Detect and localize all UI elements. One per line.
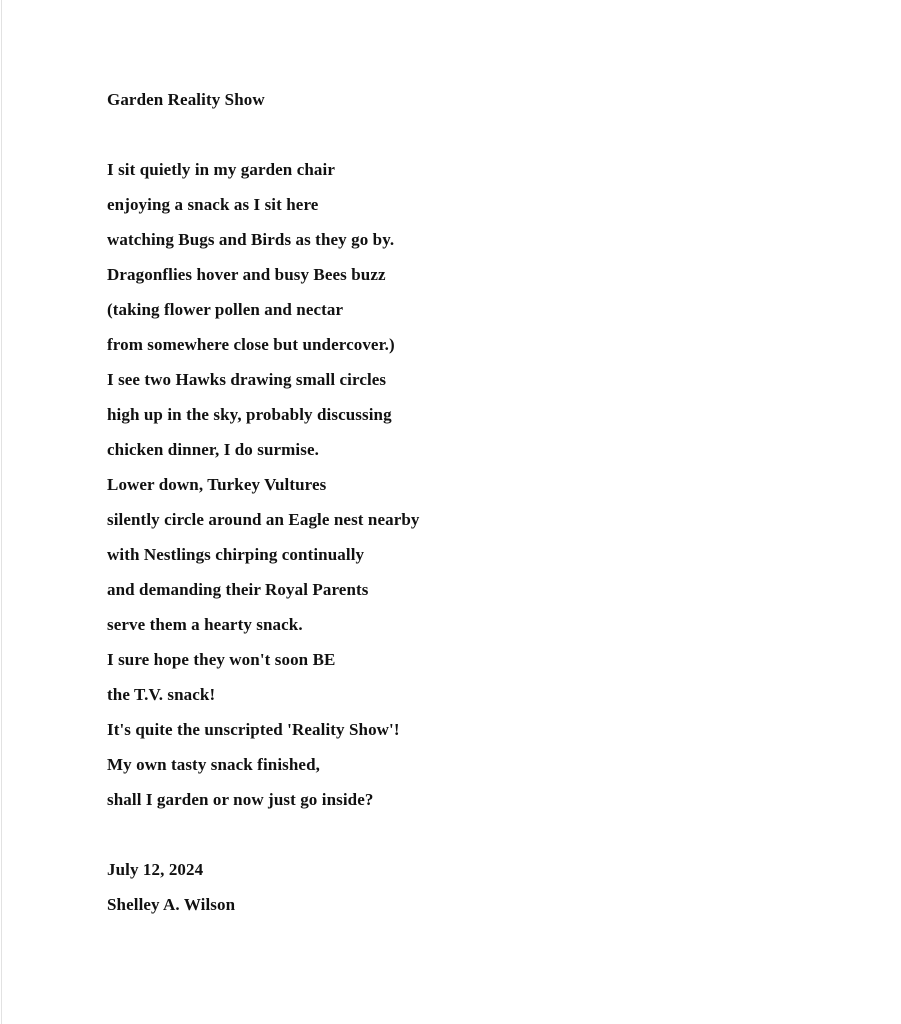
poem-line: watching Bugs and Birds as they go by. bbox=[107, 230, 395, 249]
poem-line: the T.V. snack! bbox=[107, 685, 216, 704]
blank-line bbox=[107, 117, 707, 152]
poem-line: and demanding their Royal Parents bbox=[107, 580, 369, 599]
poem-body bbox=[107, 82, 707, 922]
poem-line: enjoying a snack as I sit here bbox=[107, 195, 319, 214]
poem-date: July 12, 2024 bbox=[107, 860, 204, 879]
poem-line: with Nestlings chirping continually bbox=[107, 545, 365, 564]
poem-title: Garden Reality Show bbox=[107, 90, 265, 109]
page-left-border-divider bbox=[1, 0, 2, 1024]
poem-line: (taking flower pollen and nectar bbox=[107, 300, 344, 319]
poem-line: shall I garden or now just go inside? bbox=[107, 790, 374, 809]
poem-line: Dragonflies hover and busy Bees buzz bbox=[107, 265, 386, 284]
poem-line: high up in the sky, probably discussing bbox=[107, 405, 392, 424]
poem-author: Shelley A. Wilson bbox=[107, 895, 236, 914]
poem-line: I see two Hawks drawing small circles bbox=[107, 370, 387, 389]
poem-line: It's quite the unscripted 'Reality Show'! bbox=[107, 720, 400, 739]
poem-line: My own tasty snack finished, bbox=[107, 755, 320, 774]
poem-line: serve them a hearty snack. bbox=[107, 615, 303, 634]
blank-line bbox=[107, 817, 707, 852]
poem-line: silently circle around an Eagle nest nearby bbox=[107, 510, 420, 529]
poem-line: chicken dinner, I do surmise. bbox=[107, 440, 319, 459]
poem-line: I sit quietly in my garden chair bbox=[107, 160, 335, 179]
poem-line: Lower down, Turkey Vultures bbox=[107, 475, 327, 494]
poem-line: from somewhere close but undercover.) bbox=[107, 335, 395, 354]
poem-line: I sure hope they won't soon BE bbox=[107, 650, 336, 669]
